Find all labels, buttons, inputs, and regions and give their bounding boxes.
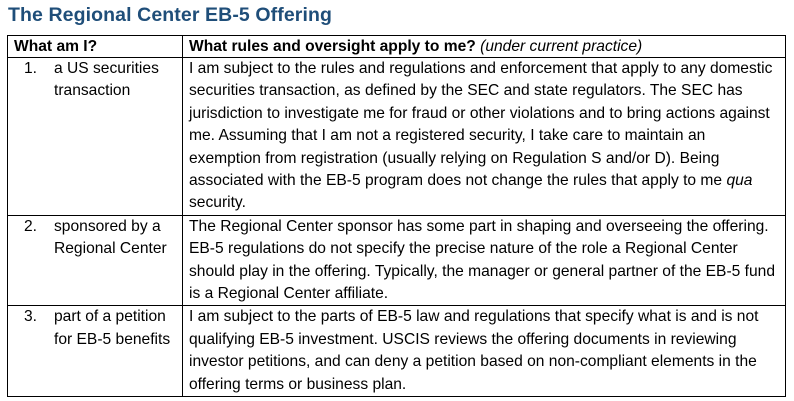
row-label: a US securities transaction xyxy=(54,60,159,100)
document-title: The Regional Center EB-5 Offering xyxy=(8,4,333,26)
row-label-cell xyxy=(8,215,183,306)
row-number: 1. xyxy=(24,60,38,77)
eb5-offering-table xyxy=(7,35,786,397)
row-label-cell xyxy=(8,58,183,216)
row-text: The Regional Center sponsor has some part in shaping and overseeing the offering. EB-5 regulations do not specify the precise nature of the role a Regional Center should play in the offering. Typically, the manager or general partner of the EB-5 fund is a Regional Center affiliate. xyxy=(189,217,775,303)
row-number: 3. xyxy=(24,308,38,326)
row-text: I am subject to the parts of EB-5 law and regulations that specify what is and is not qualifying EB-5 investment. USCIS reviews the offering documents in reviewing investor petitions, and can deny a petition based on non-compliant elements in the offering terms or business plan. xyxy=(189,308,759,393)
header-what-am-i: What am I? xyxy=(8,36,183,58)
header-rules-oversight xyxy=(183,36,786,58)
row-description xyxy=(183,306,786,397)
row-label: part of a petition for EB-5 benefits xyxy=(54,308,171,348)
row-label-cell xyxy=(8,306,183,397)
row-label: sponsored by a Regional Center xyxy=(54,217,167,258)
table-row xyxy=(8,215,786,306)
table-row xyxy=(8,306,786,397)
table-header-row xyxy=(8,36,786,58)
row-text-italic: qua xyxy=(726,172,753,190)
row-text-end: security. xyxy=(189,194,246,212)
row-description xyxy=(183,58,786,216)
header-rules-main: What rules and oversight apply to me? xyxy=(189,38,476,55)
row-number: 2. xyxy=(24,217,38,235)
row-text: I am subject to the rules and regulations and enforcement that apply to any domestic securities transaction, as defined by the SEC and state regulators. The SEC has jurisdiction to investigate me for fraud or other violations and to bring actions against me. Assuming that I am not a registered security, I take care to maintain an exemption from registration (usually relying on Regulation S and/or D). Being associated with the EB-5 program does not change the rules that apply to me xyxy=(189,60,773,190)
row-description xyxy=(183,215,786,306)
header-rules-note: (under current practice) xyxy=(480,38,643,55)
table-row xyxy=(8,58,786,216)
